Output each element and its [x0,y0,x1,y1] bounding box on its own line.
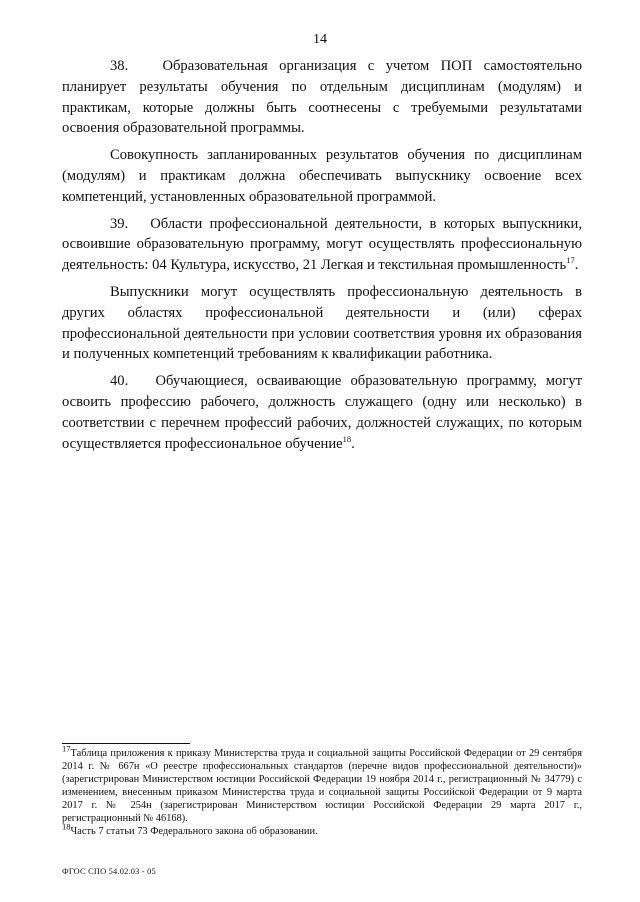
footnote-text: Часть 7 статьи 73 Федерального закона об образовании. [70,826,318,837]
paragraph-40 [62,371,582,454]
footnote-18 [62,821,582,838]
footnote-number: 18 [62,821,71,832]
footnote-ref-18[interactable]: 18 [342,433,352,444]
footnote-text: Таблица приложения к приказу Министерства труда и социальной защиты Российской Федерации от 29 сентября 2014 г. № 667н «О реестре профессиональных стандартов (перечне видов профессиональной деятельности)» (зарегистрирован Министерством юстиции Российской Федерации 19 ноября 2014 г., регистрационный № 34779) с изменением, внесенным приказом Министерства труда и социальной защиты Российской Федерации от 9 марта 2017 г. № 254н (зарегистрирован Министерством юстиции Российской Федерации 29 марта 2017 г., регистрационный № 46168). [62,748,582,824]
paragraph-39-continued: Выпускники могут осуществлять профессиональную деятельность в других областях профессиональной деятельности и (или) сферах профессиональной деятельности при условии соответствия уровня их образования и полученных компетенций требованиям к квалификации работника. [62,283,582,363]
document-code: ФГОС СПО 54.02.03 - 05 [62,867,156,876]
paragraph-39 [62,214,582,276]
footnote-separator [62,743,190,744]
body-text [62,56,582,454]
footnotes [62,743,582,838]
footnote-ref-17[interactable]: 17 [566,255,575,266]
page-number: 14 [313,32,327,47]
footnote-17 [62,743,582,825]
paragraph-40-end: . [351,435,355,452]
paragraph-38-continued: Совокупность запланированных результатов обучения по дисциплинам (модулям) и практикам должна обеспечивать выпускнику освоение всех компетенций, установленных образовательной программой. [62,147,582,205]
paragraph-39-text: 39. Области профессиональной деятельности, в которых выпускники, освоившие образовательную программу, могут осуществлять профессиональную деятельность: 04 Культура, искусство, 21 Легкая и текстильная промышленность [62,215,582,274]
paragraph-38: 38. Образовательная организация с учетом ПОП самостоятельно планирует результаты обучения по отдельным дисциплинам (модулям) и практикам, которые должны быть соотнесены с требуемыми результатами освоения образовательной программы. [62,58,582,137]
footnote-number: 17 [62,743,71,754]
paragraph-39-end: . [574,257,579,274]
paragraph-40-text: 40. Обучающиеся, осваивающие образовательную программу, могут освоить профессию рабочего, должность служащего (одну или несколько) в соответствии с перечнем профессий рабочих, должностей служащих, по которым осуществляется профессиональное обучение [62,373,582,452]
